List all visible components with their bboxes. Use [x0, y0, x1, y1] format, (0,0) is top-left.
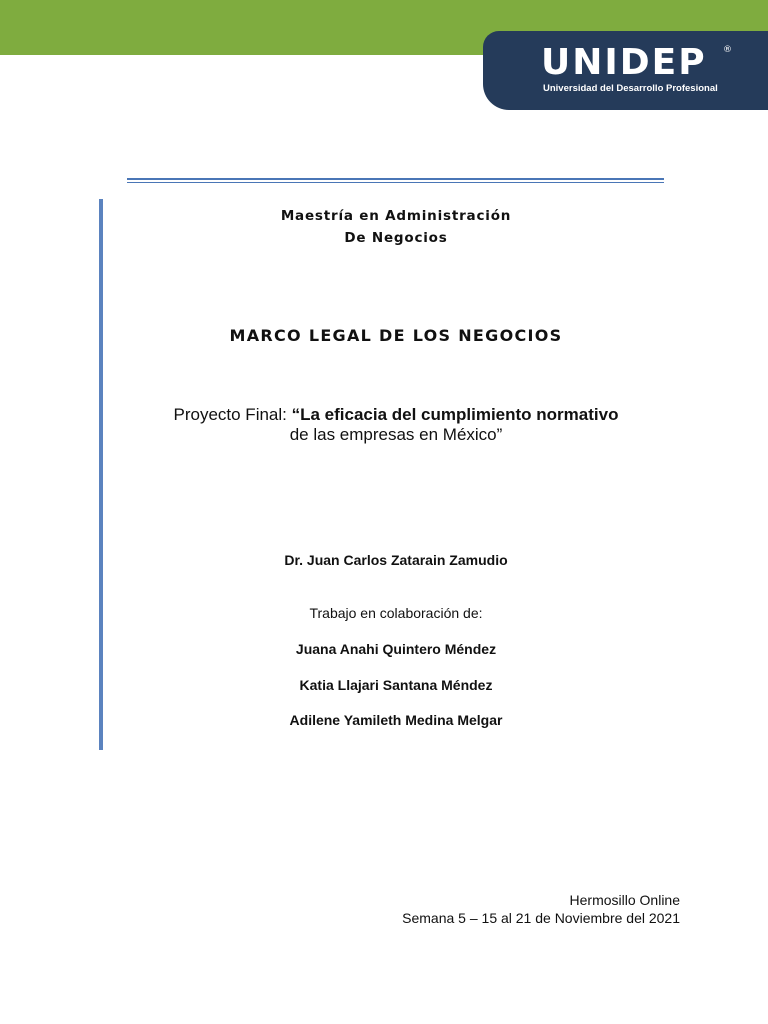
member-name: Juana Anahi Quintero Méndez: [295, 641, 497, 657]
degree-line-1: Maestría en Administración: [280, 208, 512, 224]
logo-subtitle: Universidad del Desarrollo Profesional: [543, 83, 718, 94]
project-title-line-2: de las empresas en México”: [289, 425, 503, 444]
degree-line-2: De Negocios: [344, 230, 448, 246]
member-name: Adilene Yamileth Medina Melgar: [289, 712, 503, 728]
logo-wordmark: UNIDEP: [541, 42, 707, 83]
project-prefix: Proyecto Final:: [173, 405, 292, 424]
footer-date: Semana 5 – 15 al 21 de Noviembre del 2021: [402, 910, 680, 926]
course-title: MARCO LEGAL DE LOS NEGOCIOS: [229, 326, 563, 345]
collaboration-label: Trabajo en colaboración de:: [309, 605, 483, 621]
project-title: [140, 405, 652, 445]
professor-name: Dr. Juan Carlos Zatarain Zamudio: [284, 552, 508, 568]
member-name: Katia Llajari Santana Méndez: [299, 677, 493, 693]
footer-location: Hermosillo Online: [569, 892, 680, 908]
unidep-logo: [483, 31, 768, 110]
project-title-bold: “La eficacia del cumplimiento normativo: [291, 405, 619, 424]
degree-title: [140, 205, 652, 249]
side-divider: [99, 199, 103, 750]
registered-mark: ®: [723, 45, 732, 55]
top-divider-thin: [127, 182, 664, 183]
top-divider: [127, 178, 664, 180]
footer-info: [402, 891, 680, 927]
